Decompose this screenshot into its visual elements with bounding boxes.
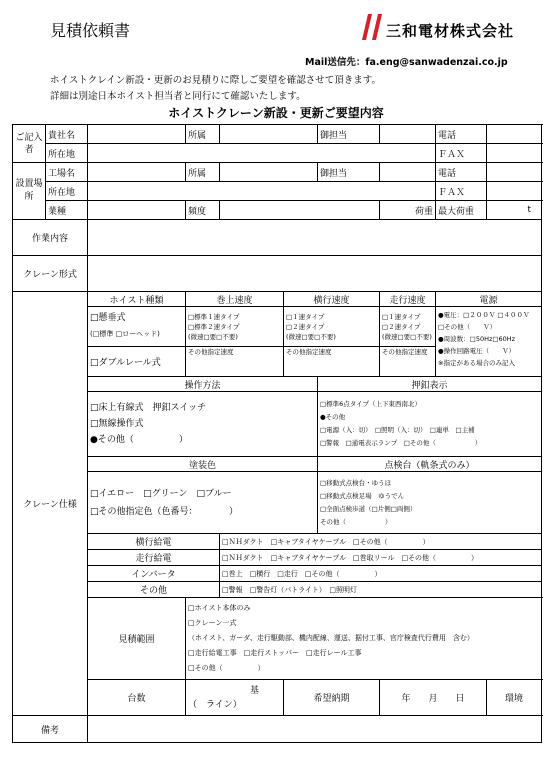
operation-options[interactable] (88, 392, 318, 457)
site-address-field[interactable] (88, 182, 436, 201)
traverse-options[interactable] (284, 307, 380, 347)
insp-walkway[interactable]: □全面点検歩道（□片側□両側） (320, 504, 417, 513)
scope-other[interactable]: □その他（ ） (188, 664, 265, 672)
inverter-label: インバータ (88, 566, 220, 582)
pd-standard[interactable]: □標準6点タイプ（上下東西南北） (320, 400, 421, 408)
intro-line-2: 詳細は別途日本ホイスト担当者と同行にて確認いたします。 (50, 91, 306, 102)
crane-type-field[interactable] (88, 256, 542, 292)
site-contact-label: 御担当 (318, 163, 380, 182)
traverse-opt-3[interactable]: (微速□要□不要) (286, 332, 336, 341)
scope-crane-set[interactable]: □クレーン一式 (188, 619, 237, 627)
quantity-line: （ ライン） (188, 699, 242, 710)
travel-feed-label: 走行給電 (88, 550, 220, 566)
paint-other[interactable]: □その他指定色（色番号： ） (90, 506, 239, 517)
site-group-label: 設置場所 (13, 163, 46, 220)
phone-label: 電話 (436, 125, 487, 144)
delivery-label: 希望納期 (284, 680, 380, 716)
power-frequency[interactable]: ●周波数：□50Hz□60Hz (438, 335, 516, 343)
press-display-options[interactable] (318, 392, 542, 457)
phone-field[interactable] (487, 125, 542, 144)
power-circuit[interactable]: ●操作回路電圧（ Ｖ） (438, 347, 516, 355)
hoist-opt-1[interactable]: □標準１速タイプ (188, 312, 240, 321)
hoist-options[interactable] (186, 307, 284, 347)
factory-label: 工場名 (46, 163, 88, 182)
type-double[interactable]: □ダブルレール式 (88, 347, 186, 377)
paint-options[interactable] (88, 472, 318, 534)
quantity-field[interactable] (186, 680, 284, 716)
quantity-label: 台数 (88, 680, 186, 716)
op-wired[interactable]: □床上有線式 押釦スイッチ (90, 403, 207, 413)
address-field[interactable] (88, 144, 436, 163)
op-wireless[interactable]: □無線操作式 (90, 419, 144, 429)
scope-crane-set-detail: （ホイスト、ガーダ、走行駆動部、機内配線、運送、据付工事、官庁検査代行費用 含む） (188, 634, 474, 642)
inverter-options[interactable]: □巻上 □横行 □走行 □その他（ ） (220, 566, 542, 582)
address-label: 所在地 (46, 144, 88, 163)
hoist-type-header: ホイスト種類 (88, 292, 186, 307)
contact-field[interactable] (380, 125, 436, 144)
company-field[interactable] (88, 125, 186, 144)
operation-header: 操作方法 (88, 377, 318, 392)
site-phone-field[interactable] (487, 163, 542, 182)
industry-label: 業種 (46, 201, 88, 220)
traverse-other-speed[interactable]: その他指定速度 (284, 347, 380, 377)
power-options[interactable] (436, 307, 542, 377)
work-label: 作業内容 (13, 220, 88, 256)
work-field[interactable] (88, 220, 542, 256)
type-suspended[interactable]: □懸垂式 (90, 313, 126, 323)
crane-type-label: クレーン形式 (13, 256, 88, 292)
traverse-opt-1[interactable]: □１速タイプ (286, 312, 325, 321)
company-logo (360, 12, 515, 46)
company-label: 貴社名 (46, 125, 88, 144)
remarks-field[interactable] (88, 716, 542, 743)
environment-label: 環境 (487, 680, 542, 716)
scope-travel-work[interactable]: □走行給電工事 □走行ストッパー □走行レール工事 (188, 649, 362, 657)
travel-options[interactable] (380, 307, 436, 347)
dept-label: 所属 (186, 125, 220, 144)
ton-unit: t (487, 201, 542, 220)
quantity-unit: 基 (249, 685, 259, 696)
insp-scaffold[interactable]: □移動式点検足場 ゆうでん (320, 491, 405, 500)
load-label: 荷重 (380, 201, 436, 220)
site-contact-field[interactable] (380, 163, 436, 182)
factory-field[interactable] (88, 163, 186, 182)
hoist-opt-2[interactable]: □標準２速タイプ (188, 322, 240, 331)
hoist-opt-3[interactable]: (微速□要□不要) (188, 332, 238, 341)
industry-field[interactable] (88, 201, 186, 220)
remarks-label: 備考 (13, 716, 88, 743)
frequency-label: 頻度 (186, 201, 220, 220)
op-other[interactable]: ●その他（ ） (90, 435, 188, 445)
hoist-other-speed[interactable]: その他指定速度 (186, 347, 284, 377)
pd-other[interactable]: ●その他 (320, 413, 346, 421)
site-address-label: 所在地 (46, 182, 88, 201)
pd-power-light[interactable]: □電源（入：切） □照明（入：切） □連単 □主補 (320, 426, 475, 434)
travel-opt-3[interactable]: (微速□要□不要) (382, 332, 432, 341)
traverse-feed-label: 横行給電 (88, 534, 220, 550)
power-header: 電源 (436, 292, 542, 307)
delivery-date-field[interactable]: 年 月 日 (380, 680, 487, 716)
site-phone-label: 電話 (436, 163, 487, 182)
paint-colors[interactable]: □イエロー □グリーン □ブルー (90, 488, 232, 499)
travel-opt-2[interactable]: □２速タイプ (382, 322, 421, 331)
logo-mark-icon (360, 12, 384, 42)
form-heading: ホイストクレーン新設・更新ご要望内容 (168, 106, 384, 120)
traverse-opt-2[interactable]: □２速タイプ (286, 322, 325, 331)
contact-label: 御担当 (318, 125, 380, 144)
travel-opt-1[interactable]: □１速タイプ (382, 312, 421, 321)
site-dept-label: 所属 (186, 163, 220, 182)
company-name: 三和電材株式会社 (386, 22, 515, 40)
inspection-options[interactable] (318, 472, 542, 534)
travel-feed-options[interactable]: □ＮＨダクト □キャブタイヤケーブル □巻取リール □その他（ ） (220, 550, 542, 566)
insp-mobile[interactable]: □移動式点検台・ゆうほ (320, 478, 392, 487)
inspection-header: 点検台（軌条式のみ） (318, 457, 542, 472)
mail-address: Mail送信先：fa.eng@sanwadenzai.co.jp (305, 57, 508, 68)
site-dept-field[interactable] (220, 163, 318, 182)
dept-field[interactable] (220, 125, 318, 144)
power-note: ※指定がある場合のみ記入 (438, 359, 515, 367)
paint-header: 塗装色 (88, 457, 318, 472)
fax-field[interactable] (487, 144, 542, 163)
fax-label: ＦＡＸ (436, 144, 487, 163)
press-display-header: 押釦表示 (318, 377, 542, 392)
scope-label: 見積範囲 (88, 598, 186, 680)
pd-alarm[interactable]: □警報 □通電表示ランプ □その他（ ） (320, 439, 482, 447)
traverse-feed-options[interactable]: □ＮＨダクト □キャブタイヤケーブル □その他（ ） (220, 534, 542, 550)
type-suspended-sub[interactable]: (□標準 □ローヘッド) (90, 330, 160, 338)
request-form-table (12, 124, 542, 743)
scope-options[interactable] (186, 598, 542, 680)
spec-other-label: その他 (88, 582, 220, 598)
requester-group-label: ご記入者 (13, 125, 46, 163)
traverse-speed-header: 横行速度 (284, 292, 380, 307)
travel-speed-header: 走行速度 (380, 292, 436, 307)
frequency-field[interactable] (220, 201, 380, 220)
document-title: 見積依頼書 (50, 21, 131, 40)
maxload-label: 最大荷重 (436, 201, 487, 220)
type-suspended-cell[interactable] (88, 307, 186, 347)
power-other[interactable]: □その他（ Ｖ） (438, 323, 497, 331)
site-fax-field[interactable] (487, 182, 542, 201)
hoist-speed-header: 巻上速度 (186, 292, 284, 307)
site-fax-label: ＦＡＸ (436, 182, 487, 201)
insp-other[interactable]: その他（ ） (320, 517, 392, 526)
power-voltage[interactable]: ●電圧：□２００Ｖ □４００Ｖ (438, 311, 530, 319)
scope-hoist-only[interactable]: □ホイスト本体のみ (188, 604, 251, 612)
travel-other-speed[interactable]: その他指定速度 (380, 347, 436, 377)
spec-other-options[interactable]: □警報 □警告灯（パトライト） □照明灯 (220, 582, 542, 598)
intro-line-1: ホイストクレイン新設・更新のお見積りに際しご要望を確認させて頂きます。 (50, 75, 381, 86)
spec-group-label: クレーン仕様 (13, 292, 88, 716)
